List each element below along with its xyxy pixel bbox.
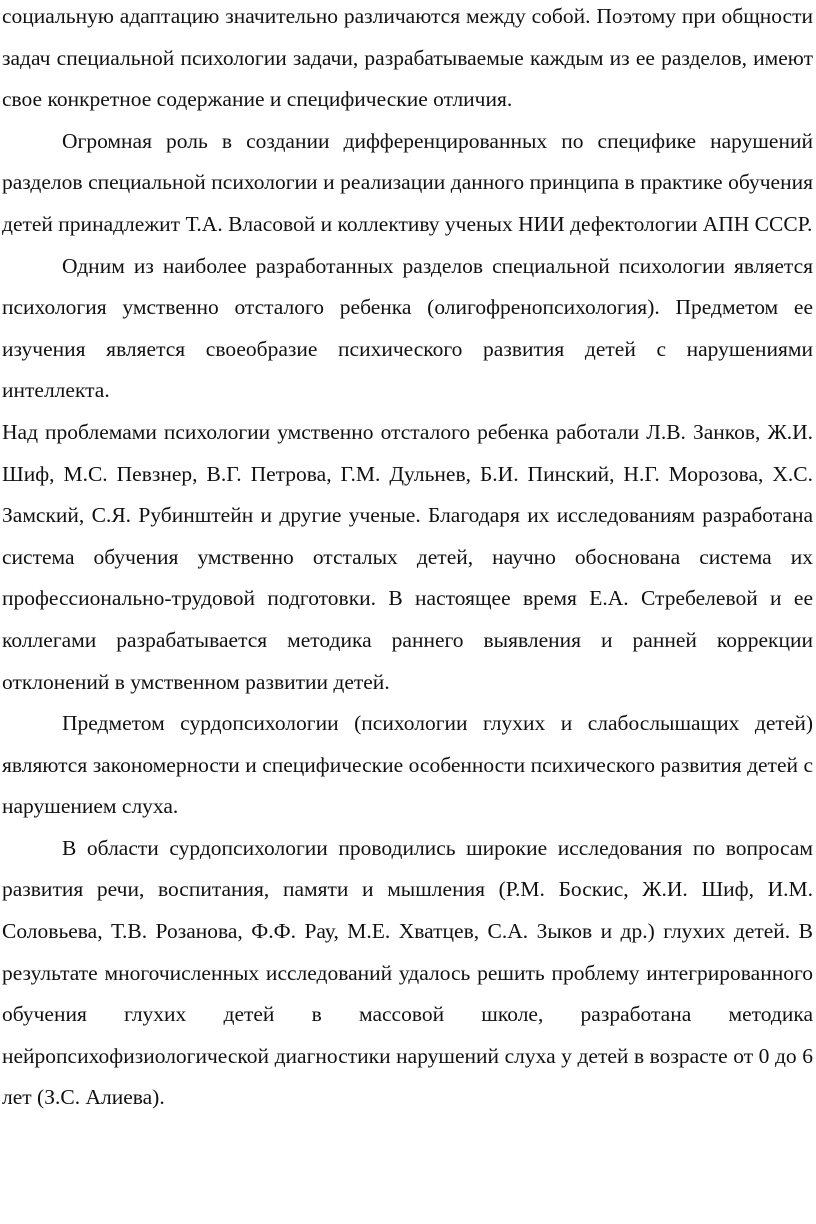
paragraph-4: Над проблемами психологии умственно отсталого ребенка работали Л.В. Занков, Ж.И. Шиф, М.С. Певзнер, В.Г. Петрова, Г.М. Дульнев, Б.И. Пинский, Н.Г. Морозова, Х.С. Замский, С.Я. Рубинштейн и другие ученые. Благодаря их исследованиям разработана система обучения умственно отсталых детей, научно обоснована система их профессионально-трудовой подготовки. В настоящее время Е.А. Стребелевой и ее коллегами разрабатывается методика раннего выявления и ранней коррекции отклонений в умственном развитии детей.	[2, 419, 813, 694]
paragraph-5: Предметом сурдопсихологии (психологии глухих и слабослышащих детей) являются закономерности и специфические особенности психического развития детей с нарушением слуха.	[2, 711, 813, 819]
paragraph-2: Огромная роль в создании дифференцированных по специфике нарушений разделов специальной психологии и реализации данного принципа в практике обучения детей принадлежит Т.А. Власовой и коллективу ученых НИИ дефектологии АПН СССР.	[2, 128, 813, 236]
paragraph-3: Одним из наиболее разработанных разделов специальной психологии является психология умственно отсталого ребенка (олигофренопсихология). Предметом ее изучения является своеобразие психического развития детей с нарушениями интеллекта.	[2, 253, 813, 403]
paragraph-6: В области сурдопсихологии проводились широкие исследования по вопросам развития речи, воспитания, памяти и мышления (Р.М. Боскис, Ж.И. Шиф, И.М. Соловьева, Т.В. Розанова, Ф.Ф. Рау, М.Е. Хватцев, С.А. Зыков и др.) глухих детей. В результате многочисленных исследований удалось решить проблему интегрированного обучения глухих детей в массовой школе, разработана методика нейропсихофизиологической диагностики нарушений слуха у детей в возрасте от 0 до 6 лет (З.С. Алиева).	[2, 835, 813, 1110]
paragraph-1: социальную адаптацию значительно различаются между собой. Поэтому при общности задач специальной психологии задачи, разрабатываемые каждым из ее разделов, имеют свое конкретное содержание и специфические отличия.	[2, 4, 813, 112]
